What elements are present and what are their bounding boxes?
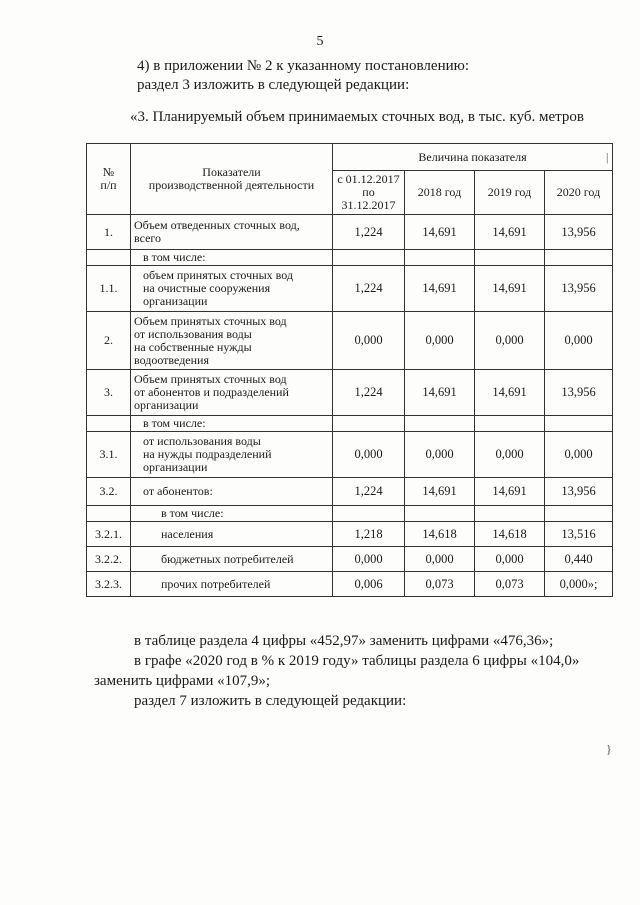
header-indicator: Показатели производственной деятельности	[131, 144, 333, 215]
table-row	[87, 547, 613, 572]
row-value: 1,218	[333, 522, 405, 547]
row-value: 0,000	[545, 312, 613, 370]
row-number: 3.2.2.	[87, 547, 131, 572]
row-number	[87, 250, 131, 266]
scan-mark: }	[606, 742, 612, 756]
row-value: 0,073	[405, 572, 475, 597]
row-value	[475, 416, 545, 432]
row-value	[545, 250, 613, 266]
row-indicator: в том числе:	[131, 416, 333, 432]
table-row	[87, 370, 613, 416]
row-value: 13,956	[545, 478, 613, 506]
table-row	[87, 572, 613, 597]
row-value: 1,224	[333, 266, 405, 312]
row-value	[475, 506, 545, 522]
row-value: 14,691	[405, 215, 475, 250]
row-indicator: Объем принятых сточных вод от абонентов и подразделений организации	[131, 370, 333, 416]
row-value	[333, 416, 405, 432]
table-title: «3. Планируемый объем принимаемых сточных вод, в тыс. куб. метров	[130, 109, 584, 125]
row-indicator: бюджетных потребителей	[131, 547, 333, 572]
page-number: 5	[316, 34, 324, 49]
row-value: 0,000	[405, 547, 475, 572]
row-value: 0,000	[333, 312, 405, 370]
row-indicator: Объем отведенных сточных вод, всего	[131, 215, 333, 250]
table-row	[87, 522, 613, 547]
row-number: 3.1.	[87, 432, 131, 478]
table-body	[87, 215, 613, 597]
row-value: 14,691	[405, 478, 475, 506]
row-number: 3.2.3.	[87, 572, 131, 597]
water-volume-table	[86, 143, 613, 597]
row-number: 3.2.1.	[87, 522, 131, 547]
table-row	[87, 478, 613, 506]
intro-line-1: 4) в приложении № 2 к указанному постановлению:	[137, 58, 469, 74]
row-number	[87, 416, 131, 432]
row-indicator: прочих потребителей	[131, 572, 333, 597]
row-value: 0,440	[545, 547, 613, 572]
row-value	[405, 506, 475, 522]
row-indicator: населения	[131, 522, 333, 547]
row-value: 14,691	[405, 370, 475, 416]
row-indicator: в том числе:	[131, 250, 333, 266]
row-value: 0,000	[475, 312, 545, 370]
table-row	[87, 506, 613, 522]
paragraph-1: в таблице раздела 4 цифры «452,97» заменить цифрами «476,36»;	[134, 633, 554, 649]
row-number: 1.1.	[87, 266, 131, 312]
row-value: 0,000	[333, 547, 405, 572]
row-value: 1,224	[333, 478, 405, 506]
table-row	[87, 250, 613, 266]
row-value	[545, 506, 613, 522]
row-indicator: Объем принятых сточных вод от использования воды на собственные нужды водоотведения	[131, 312, 333, 370]
row-value: 0,000	[545, 432, 613, 478]
row-value: 0,000	[475, 547, 545, 572]
header-period: 2019 год	[475, 171, 545, 215]
header-period: 2018 год	[405, 171, 475, 215]
row-number	[87, 506, 131, 522]
row-value: 1,224	[333, 370, 405, 416]
row-number: 3.2.	[87, 478, 131, 506]
row-indicator: объем принятых сточных вод на очистные сооружения организации	[131, 266, 333, 312]
row-indicator: в том числе:	[131, 506, 333, 522]
row-value: 14,618	[405, 522, 475, 547]
row-value: 0,000	[405, 432, 475, 478]
table-row	[87, 416, 613, 432]
row-value: 13,516	[545, 522, 613, 547]
row-value: 0,000»;	[545, 572, 613, 597]
header-num: № п/п	[87, 144, 131, 215]
row-value: 14,691	[405, 266, 475, 312]
row-value: 13,956	[545, 215, 613, 250]
row-value: 14,618	[475, 522, 545, 547]
table-row	[87, 266, 613, 312]
row-value: 0,073	[475, 572, 545, 597]
row-value	[475, 250, 545, 266]
row-value	[333, 506, 405, 522]
row-number: 2.	[87, 312, 131, 370]
header-period: с 01.12.2017 по 31.12.2017	[333, 171, 405, 215]
row-value	[333, 250, 405, 266]
row-value: 14,691	[475, 478, 545, 506]
row-number: 1.	[87, 215, 131, 250]
row-value	[405, 416, 475, 432]
row-value: 13,956	[545, 266, 613, 312]
row-value: 0,006	[333, 572, 405, 597]
header-period: 2020 год	[545, 171, 613, 215]
paragraph-2: в графе «2020 год в % к 2019 году» таблицы раздела 6 цифры «104,0» заменить цифрами «107,9»;	[94, 653, 580, 689]
paragraph-3: раздел 7 изложить в следующей редакции:	[134, 693, 407, 709]
row-indicator: от абонентов:	[131, 478, 333, 506]
row-value: 14,691	[475, 370, 545, 416]
row-value: 0,000	[333, 432, 405, 478]
row-value: 1,224	[333, 215, 405, 250]
row-indicator: от использования воды на нужды подразделений организации	[131, 432, 333, 478]
header-value-group: Величина показателя	[333, 144, 613, 171]
row-value: 14,691	[475, 266, 545, 312]
row-value: 13,956	[545, 370, 613, 416]
row-value: 14,691	[475, 215, 545, 250]
table-row	[87, 215, 613, 250]
row-value	[405, 250, 475, 266]
row-value: 0,000	[405, 312, 475, 370]
row-value: 0,000	[475, 432, 545, 478]
table-row	[87, 432, 613, 478]
scan-mark: |	[606, 150, 609, 164]
row-number: 3.	[87, 370, 131, 416]
row-value	[545, 416, 613, 432]
intro-line-2: раздел 3 изложить в следующей редакции:	[137, 77, 410, 93]
table-row	[87, 312, 613, 370]
